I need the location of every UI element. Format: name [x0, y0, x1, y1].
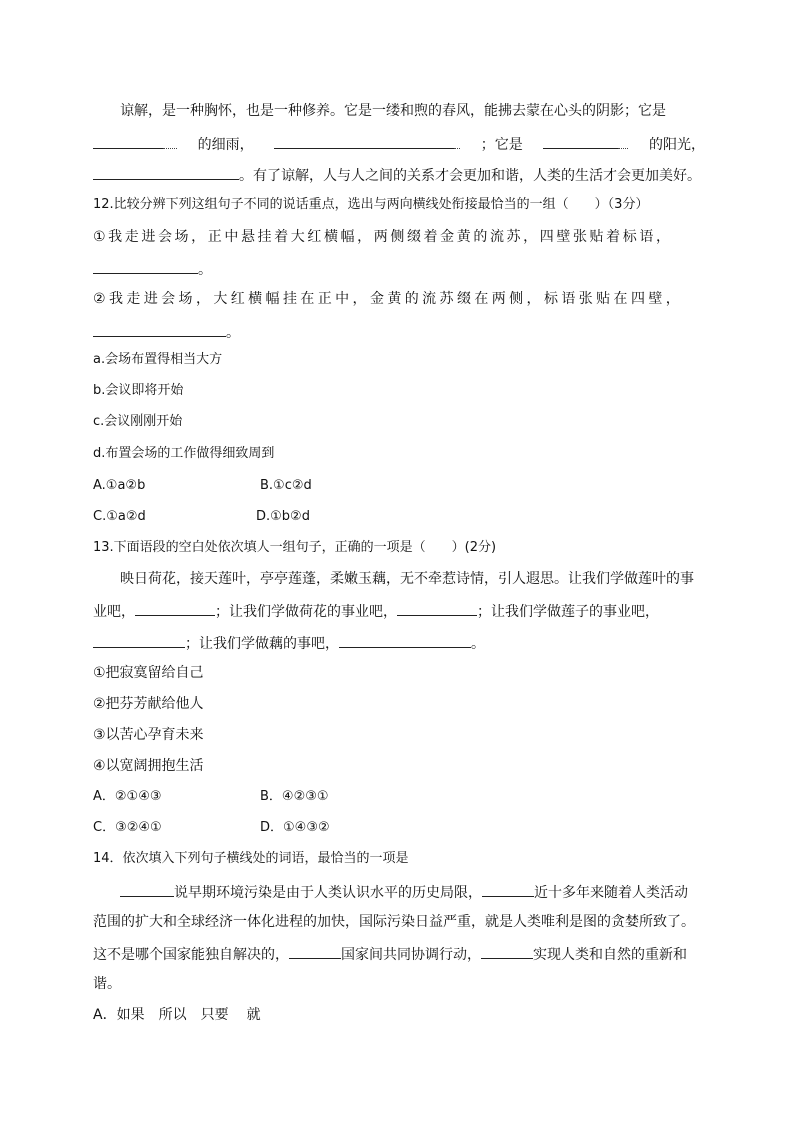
answer-blank-dots — [618, 133, 628, 149]
answer-blank[interactable] — [93, 164, 239, 180]
choice-item: ①把寂寞留给自己 — [93, 665, 204, 681]
passage-line — [93, 164, 705, 186]
passage-fragment: 的细雨， — [197, 137, 254, 153]
option-c[interactable]: C．③②④① — [93, 820, 162, 835]
period: 。 — [198, 262, 212, 278]
item-d: d.布置会场的工作做得细致周到 — [93, 446, 275, 461]
option-d[interactable]: D．①④③② — [260, 820, 330, 835]
passage-line: 谅解，是一种胸怀，也是一种修养。它是一缕和煦的春风，能拂去蒙在心头的阴影；它是 — [120, 103, 666, 119]
item-c: c.会议刚刚开始 — [93, 414, 183, 429]
answer-blank[interactable] — [482, 881, 534, 897]
answer-blank-dots — [163, 133, 177, 149]
answer-blank[interactable] — [93, 321, 226, 337]
answer-blank[interactable] — [274, 133, 454, 149]
sentence-2: ②我走进会场，大红横幅挂在正中，金黄的流苏缀在两侧，标语张贴在四壁， — [93, 291, 684, 307]
answer-blank[interactable] — [481, 943, 533, 959]
option-b[interactable]: B.①c②d — [260, 478, 312, 493]
passage-fill-line — [93, 133, 705, 155]
question-stem: 14．依次填入下列句子横线处的词语，最恰当的一项是 — [93, 851, 409, 866]
answer-blank[interactable] — [543, 133, 618, 149]
choice-item: ②把芬芳献给他人 — [93, 696, 204, 712]
passage-fragment: 。有了谅解，人与人之间的关系才会更加和谐，人类的生活才会更加美好。 — [239, 168, 701, 184]
choice-item: ④以宽阔拥抱生活 — [93, 758, 204, 774]
option-a[interactable]: A．②①④③ — [93, 789, 162, 804]
period: 。 — [226, 325, 240, 341]
option-a[interactable]: A.①a②b — [93, 478, 146, 493]
answer-blank[interactable] — [397, 600, 477, 616]
passage-line: 映日荷花，接天莲叶，亭亭莲蓬，柔嫩玉藕，无不牵惹诗情，引人遐思。让我们学做莲叶的事 — [120, 571, 694, 587]
option-d[interactable]: D.①b②d — [256, 509, 310, 524]
question-stem: 13.下面语段的空白处依次填人一组句子，正确的一项是（ ）(2分) — [93, 540, 497, 555]
passage-fill-line: ；让我们学做藕的事吧， 。 — [93, 632, 705, 654]
answer-blank[interactable] — [339, 632, 471, 648]
sentence-1-blank-line — [93, 258, 705, 280]
sentence-2-blank-line — [93, 321, 705, 343]
passage-line: 谐。 — [93, 976, 121, 992]
sentence-1: ①我走进会场，正中悬挂着大红横幅，两侧缀着金黄的流苏，四壁张贴着标语， — [93, 229, 673, 245]
passage-fragment: ；它是 — [480, 137, 523, 153]
answer-blank-dots — [454, 133, 460, 149]
answer-blank[interactable] — [120, 881, 174, 897]
answer-blank[interactable] — [289, 943, 341, 959]
item-a: a.会场布置得相当大方 — [93, 352, 223, 367]
item-b: b.会议即将开始 — [93, 383, 184, 398]
option-c[interactable]: C.①a②d — [93, 509, 146, 524]
answer-blank[interactable] — [93, 133, 163, 149]
question-stem: 12.比较分辨下列这组句子不同的说话重点，选出与两向横线处衔接最恰当的一组（ ）（3分） — [93, 197, 649, 212]
passage-fragment: 的阳光， — [648, 137, 705, 153]
option-a[interactable]: A．如果 所以 只要 就 — [93, 1007, 261, 1023]
passage-fill-line: 这不是哪个国家能独自解决的， 国家间共同协调行动， 实现人类和自然的重新和 — [93, 943, 705, 965]
answer-blank[interactable] — [93, 258, 198, 274]
passage-fill-line: 业吧， ；让我们学做荷花的事业吧， ；让我们学做莲子的事业吧， — [93, 600, 705, 622]
option-b[interactable]: B．④②③① — [260, 789, 329, 804]
answer-blank[interactable] — [135, 600, 215, 616]
choice-item: ③以苦心孕育未来 — [93, 727, 204, 743]
passage-fill-line: 说早期环境污染是由于人类认识水平的历史局限， 近十多年来随着人类活动 — [120, 881, 705, 903]
passage-line: 范围的扩大和全球经济一体化进程的加快，国际污染日益严重，就是人类唯利是图的贪婪所致了。 — [93, 914, 695, 930]
answer-blank[interactable] — [93, 632, 185, 648]
